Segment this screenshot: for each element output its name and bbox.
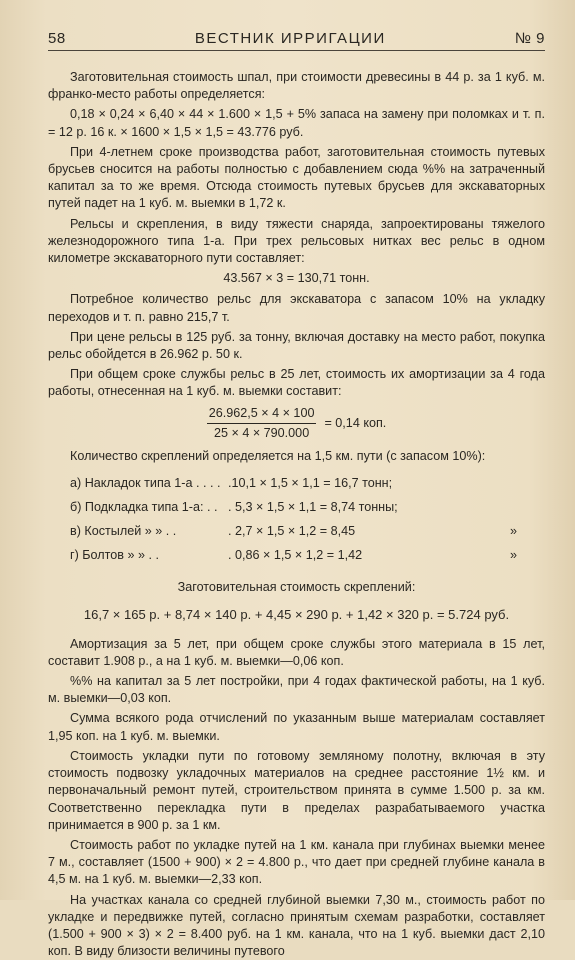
paragraph: Стоимость работ по укладке путей на 1 км. канала при глубинах выемки менее 7 м., составляет (1500 + 900) × 2 = 4.800 р., что дает при средней глубине канала в 4,5 м. на 1 куб. м. выемки—2,33 коп. [48,837,545,887]
page-header [48,30,545,51]
fraction [207,405,317,442]
list-item-label: г) Болтов » » . . [70,548,159,563]
issue-number: № 9 [514,30,545,47]
list-item-calc: . 0,86 × 1,5 × 1,2 = 1,42 [228,548,363,563]
list-item-unit [457,471,545,495]
paragraph: 0,18 × 0,24 × 6,40 × 44 × 1.600 × 1,5 + 5% запаса на замену при поломках и т. п. = 12 р. 16 к. × 1600 × 1,5 × 1,5 = 43.776 руб. [48,107,545,139]
list-item-label: в) Костылей » » . . [70,524,177,539]
formula-amortization [48,405,545,442]
paragraph: Амортизация за 5 лет, при общем сроке службы этого материала в 15 лет, составит 1.908 р., а на 1 куб. м. выемки—0,06 коп. [48,636,545,668]
paragraph: Потребное количество рельс для экскаватора с запасом 10% на укладку переходов и т. п. равно 215,7 т. [48,292,545,324]
list-item [48,543,545,567]
formula-rail-weight: 43.567 × 3 = 130,71 тонн. [223,271,370,286]
list-item-unit: » [509,524,517,539]
paragraph: Сумма всякого рода отчислений по указанным выше материалам составляет 1,95 коп. на 1 куб. м. выемки. [48,711,545,743]
list-item-calc: . 2,7 × 1,5 × 1,2 = 8,45 [228,524,356,539]
fastenings-list [48,471,545,567]
page-body [48,69,545,960]
paragraph: На участках канала со средней глубиной выемки 7,30 м., стоимость работ по укладке и передвижке путей, согласно принятым схемам разработки, составляет (1.500 + 900 × 3) × 2 = 8.400 руб. на 1 км. канала, что на 1 куб. выемки даст 2,10 коп. В виду близости величины путевого [48,892,545,959]
list-item [48,471,545,495]
paragraph: Рельсы и скрепления, в виду тяжести снаряда, запроектированы тяжелого железнодорожного типа 1-а. При трех рельсовых нитках вес рельс в одном километре экскаваторного пути составляет: [48,216,545,266]
fraction-result: = 0,14 коп. [324,415,387,430]
fraction-denominator: 25 × 4 × 790.000 [213,425,310,440]
paragraph: Количество скреплений определяется на 1,5 км. пути (с запасом 10%): [70,449,486,464]
list-item-calc: .10,1 × 1,5 × 1,1 = 16,7 тонн; [228,476,393,491]
page-number: 58 [48,30,66,47]
list-item [48,495,545,519]
paragraph: %% на капитал за 5 лет постройки, при 4 годах фактической работы, на 1 куб. м. выемки—0,03 коп. [48,674,545,706]
list-item-label: а) Накладок типа 1-а . . . . [70,476,221,491]
fraction-numerator: 26.962,5 × 4 × 100 [207,405,317,424]
paragraph: При 4-летнем сроке производства работ, заготовительная стоимость путевых брусьев сносится на работы полностью с добавлением сюда %% на затраченный капитал за то же время. Отсюда стоимость путевых брусьев для экскаваторных путей падет на 1 куб. м. выемки в 1,72 к. [48,144,545,211]
list-item-calc: . 5,3 × 1,5 × 1,1 = 8,74 тонны; [228,500,398,515]
list-item-label: б) Подкладка типа 1-а: . . [70,500,218,515]
formula-total-cost: 16,7 × 165 р. + 8,74 × 140 р. + 4,45 × 290 р. + 1,42 × 320 р. = 5.724 руб. [83,607,510,623]
list-item-unit [457,495,545,519]
section-heading: Заготовительная стоимость скреплений: [177,580,416,595]
paragraph: При общем сроке службы рельс в 25 лет, стоимость их амортизации за 4 года работы, отнесенная на 1 куб. м. выемки составит: [48,367,545,399]
list-item-unit: » [509,548,517,563]
list-item [48,519,545,543]
paragraph: Стоимость укладки пути по готовому земляному полотну, включая в эту стоимость подвозку укладочных материалов на среднее расстояние 1½ км. и первоначальный ремонт путей, строительством принята в сумме 1.500 р. за км. Соответственно перекладка пути в пределах разрабатываемого участка принимается в 900 р. за 1 км. [48,748,545,832]
paragraph: Заготовительная стоимость шпал, при стоимости древесины в 44 р. за 1 куб. м. франко-место работы определяется: [48,70,545,102]
paragraph: При цене рельсы в 125 руб. за тонну, включая доставку на место работ, покупка рельс обойдется в 26.962 р. 50 к. [48,329,545,362]
journal-title: ВЕСТНИК ИРРИГАЦИИ [194,30,386,47]
